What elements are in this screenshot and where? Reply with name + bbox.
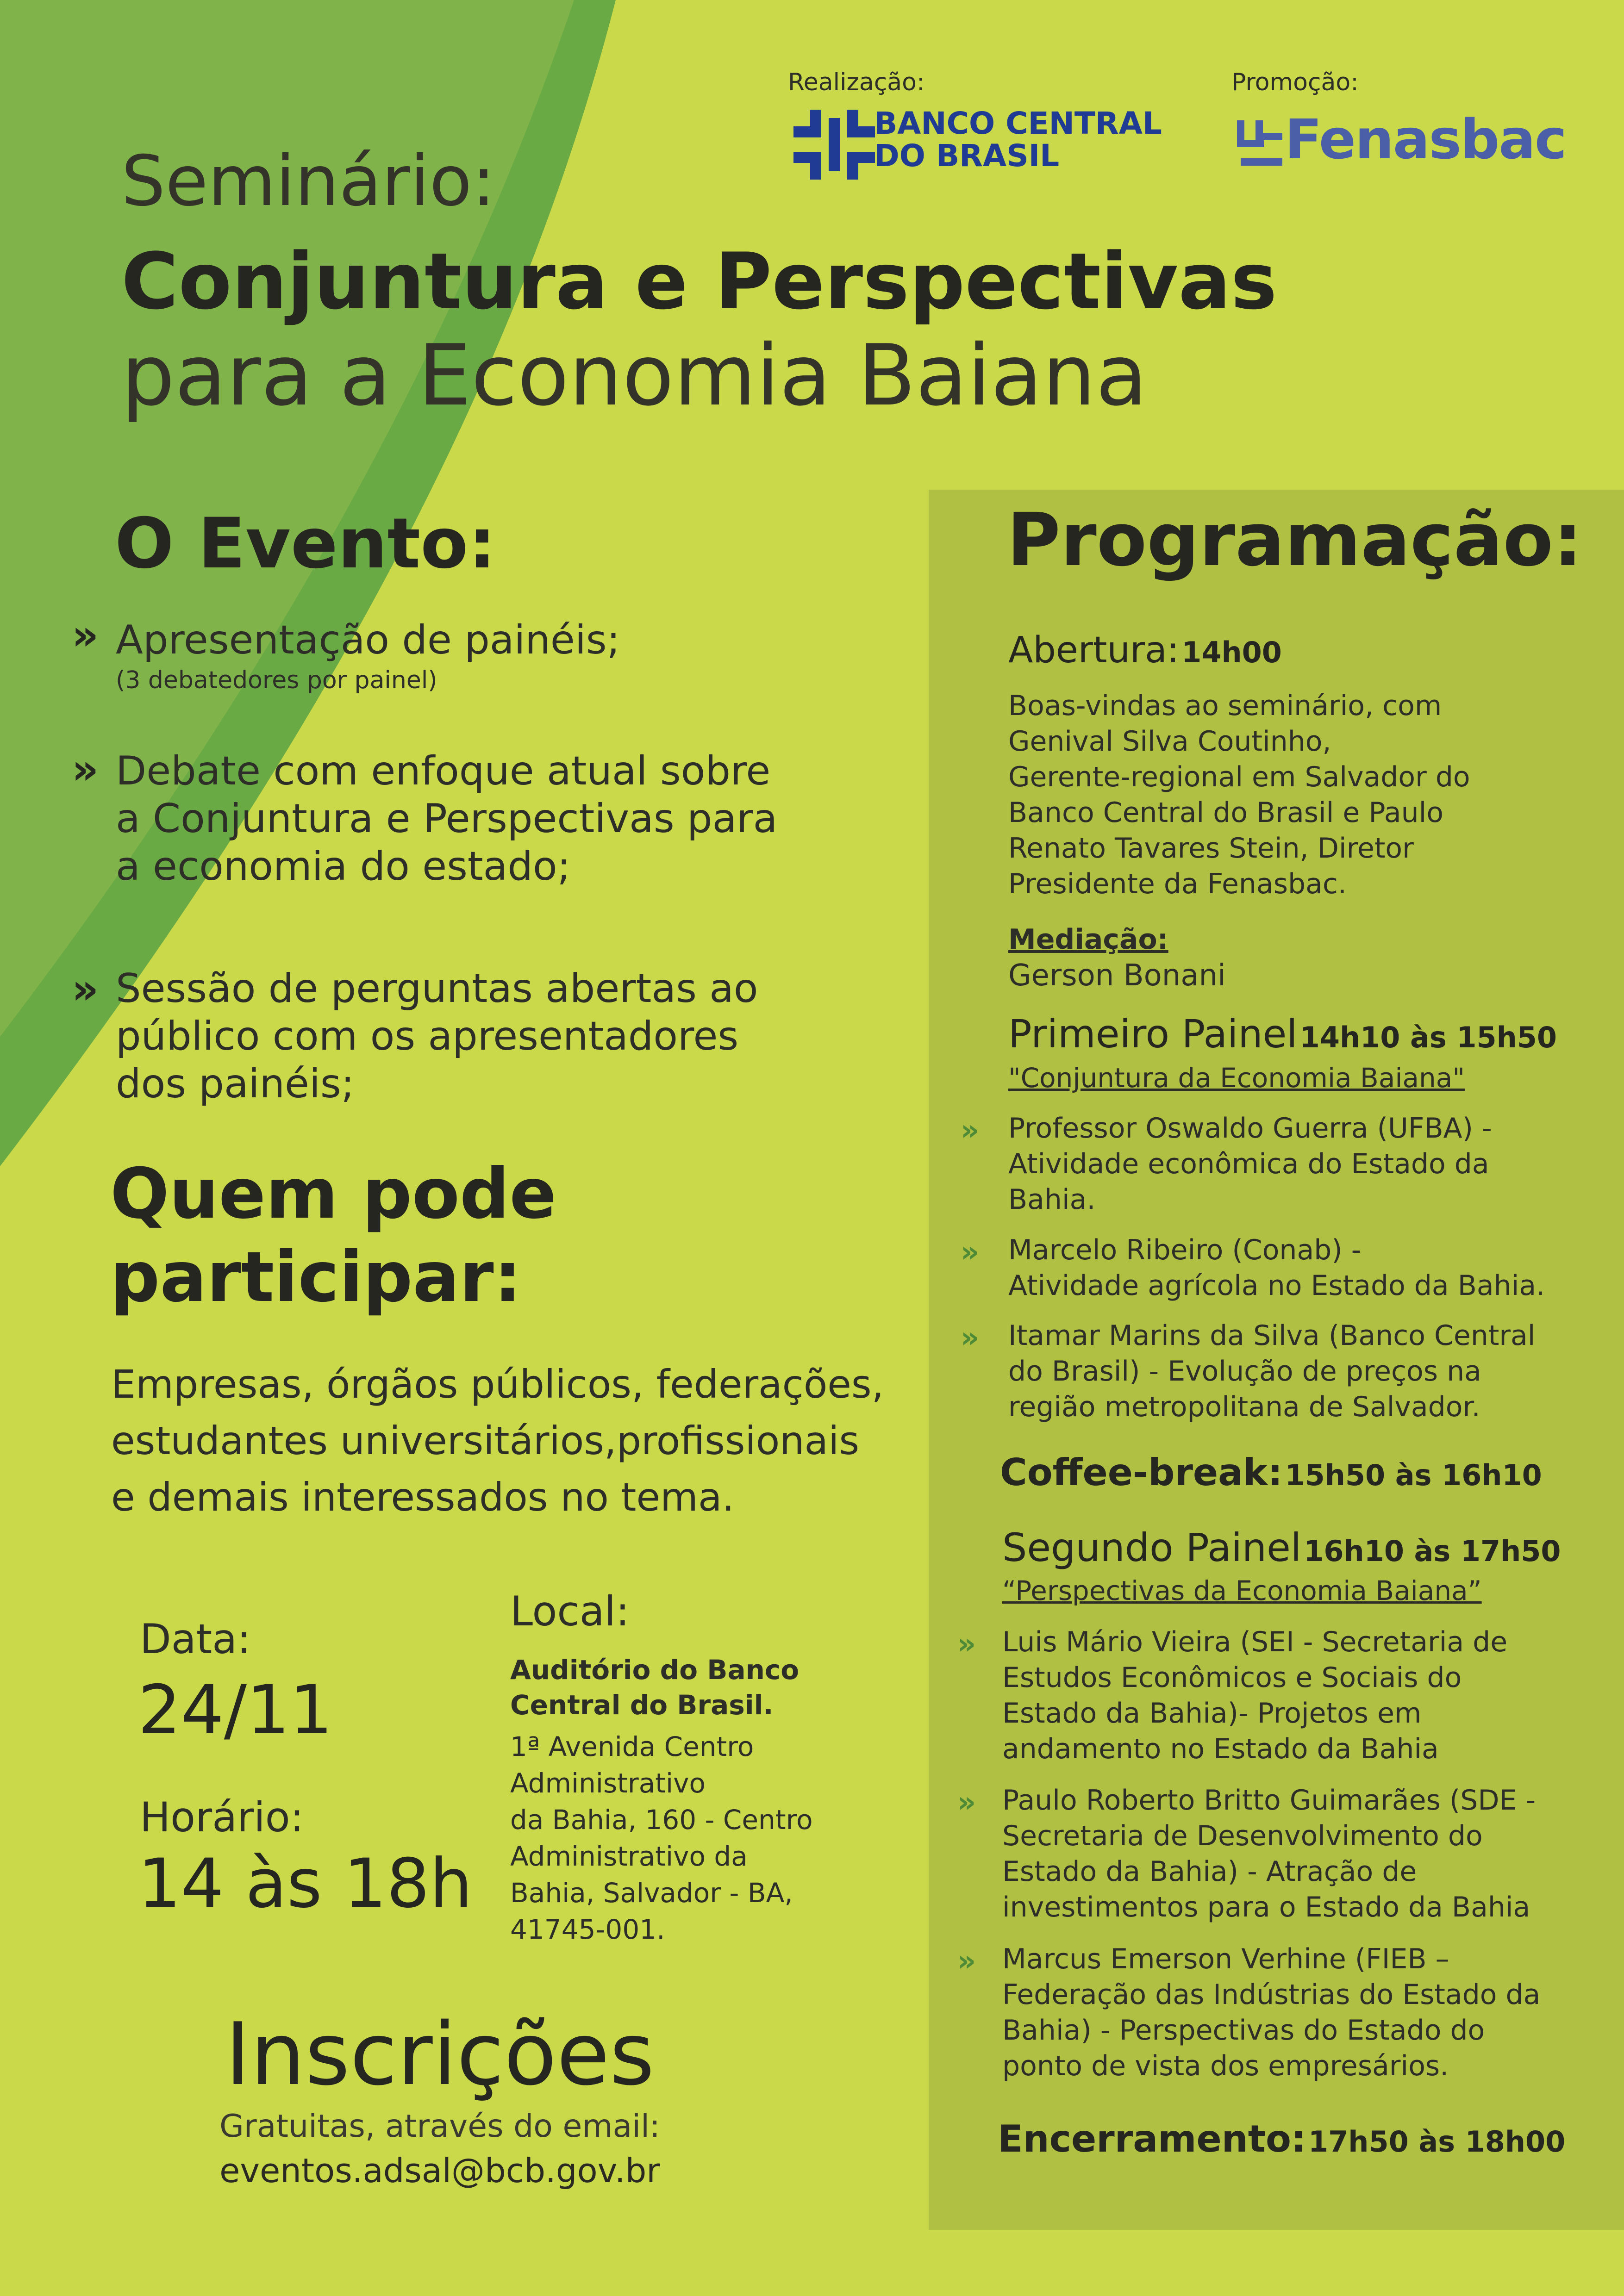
bullet-chevron-icon: » [957,1627,976,1661]
mediacao-label: Mediação: [1008,923,1168,956]
abertura-text-line: Genival Silva Coutinho, [1008,725,1331,758]
painel2-item-line: ponto de vista dos empresários. [1002,2050,1449,2082]
coffee-break-header [1000,1451,1542,1494]
evento-item-3 [116,965,758,1108]
bullet-chevron-icon: » [72,745,99,794]
painel2-header [1002,1525,1561,1570]
bullet-chevron-icon: » [961,1113,980,1147]
seminar-title: Conjuntura e Perspectivas [121,236,1277,327]
bullet-chevron-icon: » [961,1235,980,1269]
painel1-label: Primeiro Painel [1008,1011,1298,1057]
painel2-item-line: Secretaria de Desenvolvimento do [1002,1820,1483,1852]
bullet-chevron-icon: » [957,1785,976,1819]
seminar-subtitle: para a Economia Baiana [121,326,1148,424]
mediacao-name: Gerson Bonani [1008,958,1226,993]
painel1-item-line: Atividade econômica do Estado da [1008,1148,1489,1180]
painel2-item-line: Luis Mário Vieira (SEI - Secretaria de [1002,1626,1508,1658]
painel1-item-line: Professor Oswaldo Guerra (UFBA) - [1008,1112,1492,1145]
painel2-item-3 [1002,1941,1540,2084]
abertura-text-line: Gerente-regional em Salvador do [1008,761,1470,793]
painel1-item-3 [1008,1318,1535,1425]
realizacao-label: Realização: [788,68,925,96]
quem-text-line: Empresas, órgãos públicos, federações, [111,1362,884,1407]
seminar-label: Seminário: [121,141,495,222]
local-venue-line: Auditório do Banco [510,1654,800,1686]
abertura-label: Abertura: [1008,629,1180,671]
painel2-item-line: andamento no Estado da Bahia [1002,1733,1439,1765]
evento-item-3-line: público com os apresentadores [116,1013,739,1059]
painel2-item-1 [1002,1624,1507,1767]
bullet-chevron-icon: » [72,965,99,1014]
quem-text-line: e demais interessados no tema. [111,1475,735,1520]
painel2-item-line: Estado da Bahia) - Atração de [1002,1855,1417,1888]
painel2-item-line: Bahia) - Perspectivas do Estado do [1002,2014,1485,2047]
painel1-item-line: Itamar Marins da Silva (Banco Central [1008,1319,1536,1352]
horario-value: 14 às 18h [138,1844,473,1923]
evento-item-1 [116,616,620,664]
evento-item-1-note: (3 debatedores por painel) [116,666,437,694]
local-address-line: 1ª Avenida Centro [510,1731,754,1762]
encerramento-header [998,2117,1565,2160]
programacao-heading: Programação: [1007,498,1583,583]
local-label: Local: [510,1587,630,1635]
painel1-item-line: região metropolitana de Salvador. [1008,1391,1480,1423]
evento-item-2-line: a Conjuntura e Perspectivas para [116,796,778,842]
painel2-item-line: Estudos Econômicos e Sociais do [1002,1661,1462,1694]
painel2-item-line: Federação das Indústrias do Estado da [1002,1979,1541,2011]
painel1-item-line: Bahia. [1008,1183,1096,1216]
inscricoes-subtitle: Gratuitas, através do email: [219,2108,660,2145]
painel2-item-line: investimentos para o Estado da Bahia [1002,1891,1530,1923]
abertura-time: 14h00 [1181,635,1282,669]
local-venue-line: Central do Brasil. [510,1689,774,1721]
evento-item-1-line: Apresentação de painéis; [116,617,620,663]
inscricoes-email-link[interactable]: eventos.adsal@bcb.gov.br [219,2151,660,2190]
coffee-break-time: 15h50 às 16h10 [1285,1458,1542,1492]
painel2-item-line: Paulo Roberto Britto Guimarães (SDE - [1002,1784,1536,1817]
painel1-item-line: Atividade agrícola no Estado da Bahia. [1008,1269,1545,1302]
local-address-line: Bahia, Salvador - BA, [510,1877,793,1909]
evento-item-3-line: Sessão de perguntas abertas ao [116,965,758,1012]
local-address-line: Administrativo [510,1767,706,1799]
abertura-text-line: Presidente da Fenasbac. [1008,868,1347,900]
evento-item-3-line: dos painéis; [116,1061,355,1107]
painel1-title: "Conjuntura da Economia Baiana" [1008,1062,1465,1094]
encerramento-label: Encerramento: [998,2117,1306,2160]
abertura-text-line: Renato Tavares Stein, Diretor [1008,832,1414,865]
data-label: Data: [140,1615,251,1663]
abertura-text-line: Boas-vindas ao seminário, com [1008,690,1442,722]
fenasbac-logo-icon [1231,116,1287,167]
painel1-time: 14h10 às 15h50 [1299,1020,1557,1054]
coffee-break-label: Coffee-break: [1000,1451,1283,1494]
painel2-label: Segundo Painel [1002,1525,1302,1570]
data-value: 24/11 [138,1671,333,1749]
abertura-text [1008,688,1470,902]
bcb-logo-icon [788,104,881,185]
painel1-item-line: Marcelo Ribeiro (Conab) - [1008,1234,1362,1266]
local-address-line: Administrativo da [510,1841,748,1872]
painel2-item-2 [1002,1783,1536,1925]
fenasbac-logo-text: Fenasbac [1285,107,1566,171]
quem-heading [110,1152,556,1319]
local-address-line: 41745-001. [510,1914,665,1945]
bcb-logo-line2: DO BRASIL [874,138,1060,174]
quem-text-line: estudantes universitários,profissionais [111,1418,860,1463]
painel1-header [1008,1011,1557,1057]
bullet-chevron-icon: » [961,1320,980,1354]
quem-heading-line1: Quem pode [110,1154,557,1234]
painel1-item-2 [1008,1232,1545,1304]
encerramento-time: 17h50 às 18h00 [1308,2125,1566,2159]
quem-heading-line2: participar: [110,1237,522,1318]
bullet-chevron-icon: » [72,611,99,660]
local-venue [510,1652,799,1723]
horario-label: Horário: [140,1793,304,1841]
promocao-label: Promoção: [1231,68,1359,96]
bcb-logo-text [874,107,1162,172]
inscricoes-heading: Inscrições [225,2004,655,2104]
painel1-item-1 [1008,1111,1492,1218]
abertura-header [1008,629,1282,671]
evento-item-2-line: Debate com enfoque atual sobre [116,748,771,794]
local-address-line: da Bahia, 160 - Centro [510,1804,813,1836]
painel2-title: “Perspectivas da Economia Baiana” [1002,1575,1482,1606]
evento-item-2 [116,747,777,890]
bullet-chevron-icon: » [957,1944,976,1978]
painel2-time: 16h10 às 17h50 [1304,1534,1561,1568]
evento-item-2-line: a economia do estado; [116,843,571,890]
painel2-item-line: Marcus Emerson Verhine (FIEB – [1002,1943,1449,1975]
painel2-item-line: Estado da Bahia)- Projetos em [1002,1697,1422,1730]
painel1-item-line: do Brasil) - Evolução de preços na [1008,1355,1481,1388]
quem-text [111,1356,884,1525]
local-address [510,1729,813,1948]
abertura-text-line: Banco Central do Brasil e Paulo [1008,796,1444,829]
evento-heading: O Evento: [115,504,496,584]
bcb-logo-line1: BANCO CENTRAL [874,106,1162,141]
